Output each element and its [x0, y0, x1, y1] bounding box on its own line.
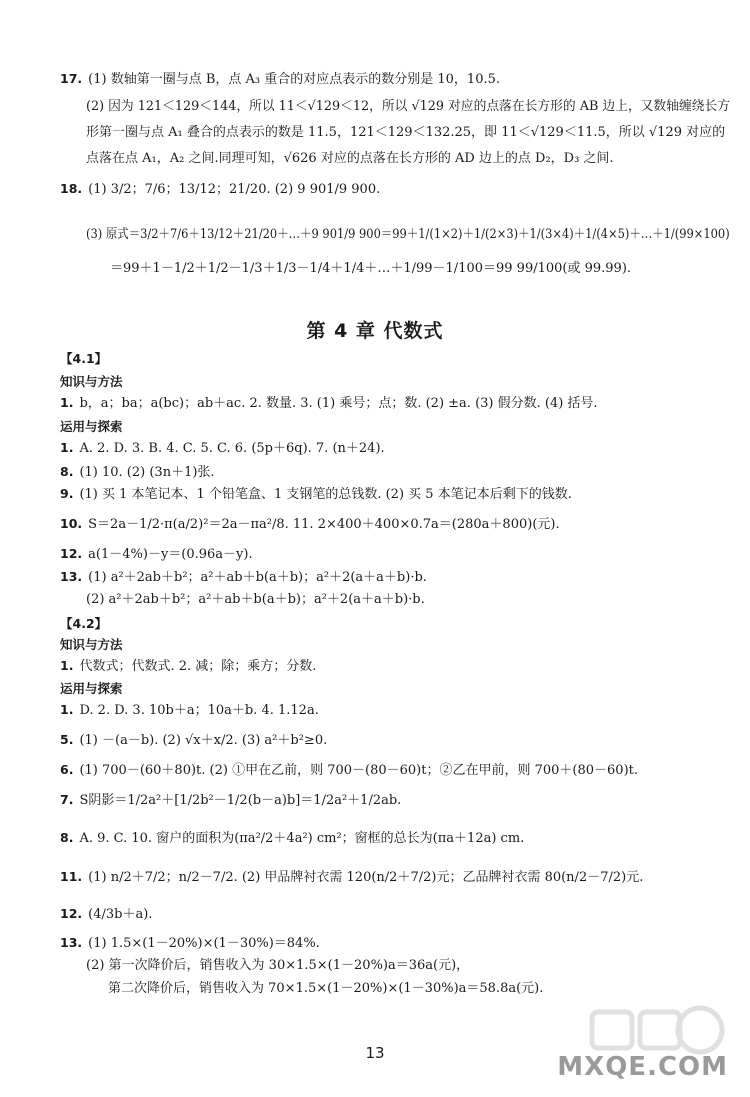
- answer-line: [60, 868, 643, 887]
- answer-text: ＝99＋1－1/2＋1/2－1/3＋1/3－1/4＋1/4＋…＋1/99－1/100＝99 99/100(或 99.99).: [110, 261, 632, 276]
- answer-text: (1) 买 1 本笔记本、1 个铅笔盒、1 支钢笔的总钱数. (2) 买 5 本笔记本后剩下的钱数.: [79, 487, 572, 502]
- answer-line: [60, 791, 401, 810]
- heading-text: 知识与方法: [60, 374, 123, 389]
- answer-line: [60, 905, 152, 924]
- section-heading: [60, 636, 123, 655]
- answer-line: [60, 568, 427, 587]
- answer-text: A. 2. D. 3. B. 4. C. 5. C. 6. (5p＋6q). 7. (n＋24).: [79, 441, 385, 456]
- answer-text: (1) 1.5×(1－20%)×(1－30%)＝84%.: [88, 936, 320, 951]
- answer-line: [60, 701, 319, 720]
- answer-text: (2) 因为 121＜129＜144，所以 11＜√129＜12，所以 √129 对应的点落在长方形的 AB 边上，又数轴缠绕长方: [86, 99, 730, 114]
- section-heading: [60, 615, 107, 634]
- answer-line: [60, 180, 380, 199]
- answer-line: [86, 591, 425, 609]
- heading-text: 知识与方法: [60, 637, 123, 652]
- answer-line: [60, 485, 572, 504]
- answer-line: [60, 463, 215, 482]
- answer-text: (2) a²＋2ab＋b²；a²＋ab＋b(a＋b)；a²＋2(a＋a＋b)·b.: [86, 592, 425, 607]
- answer-text: D. 2. D. 3. 10b＋a；10a＋b. 4. 1.12a.: [79, 703, 319, 718]
- question-number: 8.: [60, 830, 74, 845]
- answer-text: 形第一圈与点 A₁ 叠合的点表示的数是 11.5，121＜129＜132.25，即 11＜√129＜11.5，所以 √129 对应的: [86, 125, 726, 140]
- answer-line: [60, 70, 500, 89]
- answer-text: (1) －(a－b). (2) √x＋x/2. (3) a²＋b²≥0.: [79, 733, 328, 748]
- chapter-title: 第 4 章 代数式: [306, 320, 444, 342]
- answer-line: [60, 515, 560, 534]
- heading-text: 运用与探索: [60, 681, 123, 696]
- answer-text: (1) a²＋2ab＋b²；a²＋ab＋b(a＋b)；a²＋2(a＋a＋b)·b.: [88, 570, 427, 585]
- page-number: 13: [365, 1044, 385, 1062]
- answer-line: [60, 439, 385, 458]
- answer-line: [86, 98, 730, 116]
- answer-line: [60, 545, 253, 564]
- answer-text: S阴影＝1/2a²＋[1/2b²－1/2(b－a)b]＝1/2a²＋1/2ab.: [79, 793, 402, 808]
- answer-line: [60, 761, 638, 780]
- question-number: 1.: [60, 440, 74, 455]
- question-number: 1.: [60, 702, 74, 717]
- question-number: 1.: [60, 658, 74, 673]
- heading-text: 【4.1】: [60, 351, 108, 366]
- answer-text: b，a；ba；a(bc)；ab＋ac. 2. 数量. 3. (1) 乘号；点；数. (2) ±a. (3) 假分数. (4) 括号.: [79, 396, 598, 411]
- question-number: 8.: [60, 464, 74, 479]
- heading-text: 运用与探索: [60, 419, 123, 434]
- question-number: 7.: [60, 792, 74, 807]
- question-number: 18.: [60, 181, 83, 196]
- answer-line: [60, 829, 524, 848]
- watermark-text: MXQE.COM: [557, 1052, 728, 1082]
- question-number: 13.: [60, 569, 83, 584]
- answer-line: [60, 934, 320, 953]
- answer-line: [86, 226, 730, 244]
- answer-text: (3) 原式＝3/2＋7/6＋13/12＋21/20＋…＋9 901/9 900＝99＋1/(1×2)＋1/(2×3)＋1/(3×4)＋1/(4×5)＋…＋1/(99×100): [86, 227, 730, 242]
- answer-line: [86, 957, 469, 975]
- answer-text: 代数式；代数式. 2. 减；除；乘方；分数.: [79, 659, 317, 674]
- answer-text: (4/3b＋a).: [88, 907, 153, 922]
- answer-line: [108, 980, 543, 998]
- answer-text: (2) 第一次降价后，销售收入为 30×1.5×(1－20%)a＝36a(元)，: [86, 958, 470, 973]
- answer-text: (1) 700－(60＋80)t. (2) ①甲在乙前，则 700－(80－60)t；②乙在甲前，则 700＋(80－60)t.: [79, 763, 639, 778]
- question-number: 1.: [60, 395, 74, 410]
- answer-text: (1) 10. (2) (3n＋1)张.: [79, 465, 215, 480]
- answer-text: 点落在点 A₁，A₂ 之间.同理可知，√626 对应的点落在长方形的 AD 边上的点 D₂，D₃ 之间.: [86, 151, 614, 166]
- question-number: 17.: [60, 71, 83, 86]
- answer-text: S＝2a－1/2·π(a/2)²＝2a－πa²/8. 11. 2×400＋400×0.7a＝(280a＋800)(元).: [88, 517, 560, 532]
- answer-text: a(1－4%)－y＝(0.96a－y).: [88, 547, 253, 562]
- answer-text: (1) 3/2；7/6；13/12；21/20. (2) 9 901/9 900.: [88, 182, 381, 197]
- question-number: 6.: [60, 762, 74, 777]
- answer-line: [86, 150, 614, 168]
- heading-text: 【4.2】: [60, 616, 108, 631]
- answer-line: [110, 260, 631, 278]
- section-heading: [60, 418, 123, 437]
- question-number: 5.: [60, 732, 74, 747]
- question-number: 10.: [60, 516, 83, 531]
- question-number: 11.: [60, 869, 83, 884]
- answer-line: [60, 394, 598, 413]
- answer-line: [60, 657, 316, 676]
- section-heading: [60, 350, 107, 369]
- answer-line: [60, 731, 327, 750]
- question-number: 12.: [60, 546, 83, 561]
- question-number: 12.: [60, 906, 83, 921]
- answer-text: (1) 数轴第一圈与点 B，点 A₃ 重合的对应点表示的数分别是 10，10.5.: [88, 72, 501, 87]
- answer-line: [86, 124, 725, 142]
- question-number: 9.: [60, 486, 74, 501]
- answer-text: 第二次降价后，销售收入为 70×1.5×(1－20%)×(1－30%)a＝58.8a(元).: [108, 981, 544, 996]
- section-heading: [60, 680, 123, 699]
- answer-text: (1) n/2＋7/2；n/2－7/2. (2) 甲品牌衬衣需 120(n/2＋7/2)元；乙品牌衬衣需 80(n/2－7/2)元.: [88, 870, 644, 885]
- answer-text: A. 9. C. 10. 窗户的面积为(πa²/2＋4a²) cm²；窗框的总长为(πa＋12a) cm.: [79, 831, 525, 846]
- section-heading: [60, 373, 123, 392]
- question-number: 13.: [60, 935, 83, 950]
